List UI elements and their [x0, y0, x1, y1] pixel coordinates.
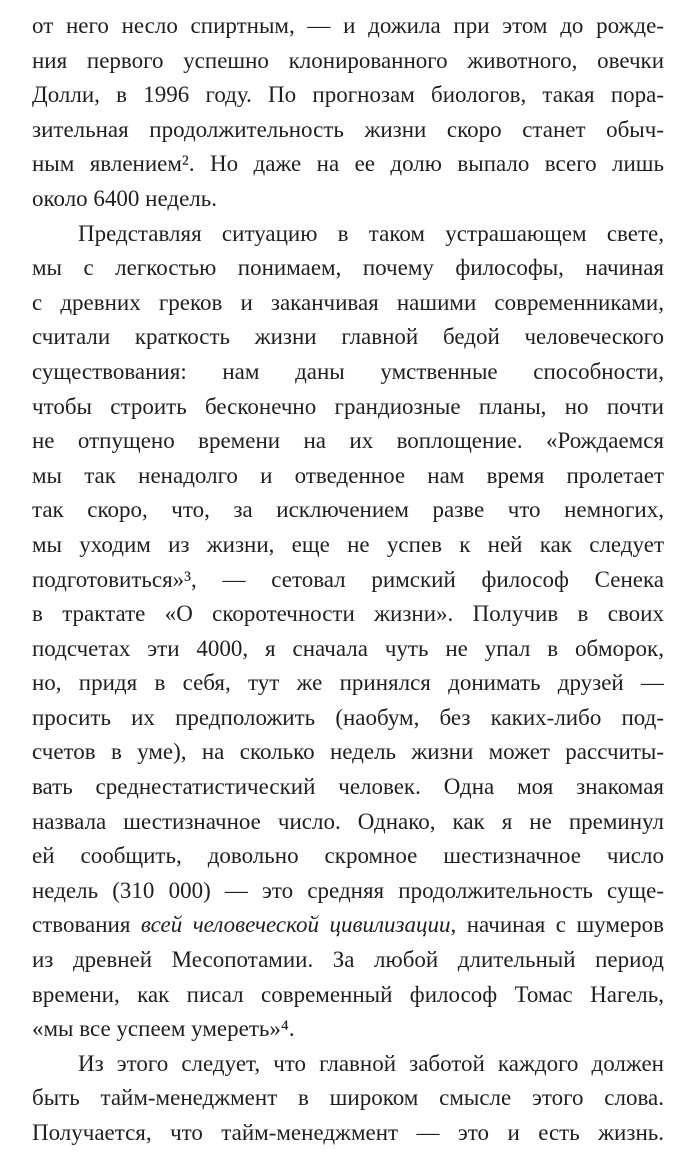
text-line: существования: нам даны умственные способности, — [32, 358, 664, 384]
text-line: мы с легкостью понимаем, почему философы, начиная — [32, 255, 664, 281]
text-line: назвала шестизначное число. Однако, как я не преминул — [32, 808, 664, 834]
text-line: так скоро, что, за исключением разве что немногих, — [32, 497, 664, 523]
text-line: недель (310 000) — это средняя продолжительность суще- — [32, 877, 664, 903]
text-line: Долли, в 1996 году. По прогнозам биологов, такая пора- — [32, 82, 664, 108]
text-fragment: ствования — [32, 912, 141, 938]
text-line: не отпущено времени на их воплощение. «Рождаемся — [32, 428, 664, 454]
text-line: но, придя в себя, тут же принялся донимать друзей — — [32, 670, 664, 696]
text-line: Представляя ситуацию в таком устрашающем свете, — [78, 220, 664, 246]
text-line: «мы все успеем умереть»⁴. — [32, 1016, 295, 1042]
text-line: ния первого успешно клонированного животного, овечки — [32, 47, 664, 73]
text-line: вать среднестатистический человек. Одна моя знакомая — [32, 774, 664, 800]
body-text — [32, 9, 664, 1151]
text-line: ным явлением². Но даже на ее долю выпало всего лишь — [32, 151, 664, 177]
text-line: быть тайм-менеджмент в широком смысле этого слова. — [32, 1085, 664, 1111]
text-line: от него несло спиртным, — и дожила при этом до рожде- — [32, 13, 664, 38]
text-line: подсчетах эти 4000, я сначала чуть не упал в обморок, — [32, 635, 664, 661]
text-line: мы уходим из жизни, еще не успев к ней как следует — [32, 531, 664, 557]
text-line: чтобы строить бесконечно грандиозные планы, но почти — [32, 393, 664, 419]
text-line: из древней Месопотамии. За любой длительный период — [32, 947, 664, 973]
text-line: в трактате «О скоротечности жизни». Получив в своих — [32, 601, 664, 627]
text-line: ей сообщить, довольно скромное шестизначное число — [32, 843, 664, 869]
text-line: подготовиться»³, — сетовал римский философ Сенека — [32, 566, 664, 592]
text-line: с древних греков и заканчивая нашими современниками, — [32, 289, 664, 315]
text-line: счетов в уме), на сколько недель жизни может рассчиты- — [32, 739, 664, 765]
text-line: мы так ненадолго и отведенное нам время пролетает — [32, 462, 664, 488]
text-line: считали краткость жизни главной бедой человеческого — [32, 324, 664, 350]
text-line: времени, как писал современный философ Томас Нагель, — [32, 981, 664, 1007]
text-line: Из этого следует, что главной заботой каждого должен — [78, 1050, 664, 1076]
text-line-with-italic — [32, 908, 664, 943]
text-line: Получается, что тайм-менеджмент — это и есть жизнь. — [32, 1120, 664, 1145]
italic-phrase: всей человеческой цивилизации — [140, 912, 451, 938]
text-line: около 6400 недель. — [32, 185, 218, 211]
text-line: просить их предположить (наобум, без каких-либо под- — [32, 704, 664, 730]
text-fragment: , начиная с шумеров — [450, 912, 664, 938]
text-line: зительная продолжительность жизни скоро станет обыч- — [32, 116, 664, 142]
